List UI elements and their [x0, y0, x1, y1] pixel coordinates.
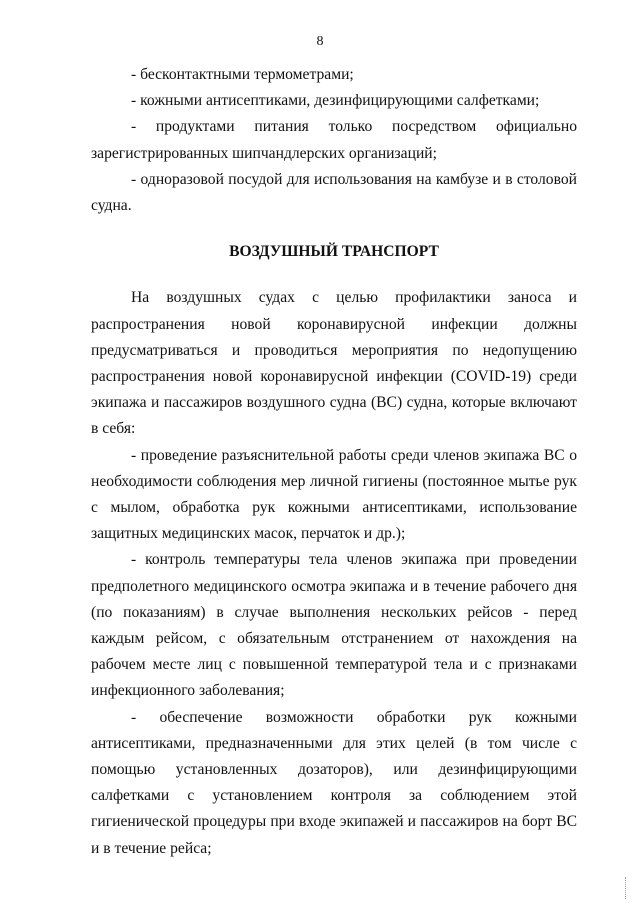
list-item: - продуктами питания только посредством официально зарегистрированных шипчандлерских организаций;	[91, 118, 577, 162]
scan-edge-mark	[615, 877, 626, 899]
list-item: - кожными антисептиками, дезинфицирующими салфетками;	[131, 92, 540, 110]
document-body	[91, 62, 577, 862]
list-item: - проведение разъяснительной работы среди членов экипажа ВС о необходимости соблюдения мер личной гигиены (постоянное мытье рук с мылом, обработка рук кожными антисептиками, использование защитных медицинских масок, перчаток и др.);	[91, 446, 577, 543]
page-number: 8	[316, 34, 324, 49]
intro-paragraph: На воздушных судах с целью профилактики заноса и распространения новой коронавирусной инфекции должны предусматриваться и проводиться мероприятия по недопущению распространения новой коронавирусной инфекции (COVID-19) среди экипажа и пассажиров воздушного судна (ВС) судна, которые включают в себя:	[91, 289, 577, 438]
list-item: - одноразовой посудой для использования на камбузе и в столовой судна.	[91, 170, 577, 215]
list-item: - бесконтактными термометрами;	[131, 66, 354, 83]
list-item: - контроль температуры тела членов экипажа при проведении предполетного медицинского осмотра экипажа и в течение рабочего дня (по показаниям) в случае выполнения нескольких рейсов - перед каждым рейсом, с обязательным отстранением от нахождения на рабочем месте лиц с повышенной температурой тела и с признаками инфекционного заболевания;	[91, 551, 577, 700]
section-heading: ВОЗДУШНЫЙ ТРАНСПОРТ	[229, 243, 439, 261]
list-item: - обеспечение возможности обработки рук кожными антисептиками, предназначенными для этих целей (в том числе с помощью установленных дозаторов), или дезинфицирующими салфетками с установлением контроля за соблюдением этой гигиенической процедуры при входе экипажей и пассажиров на борт ВС и в течение рейса;	[91, 708, 577, 857]
